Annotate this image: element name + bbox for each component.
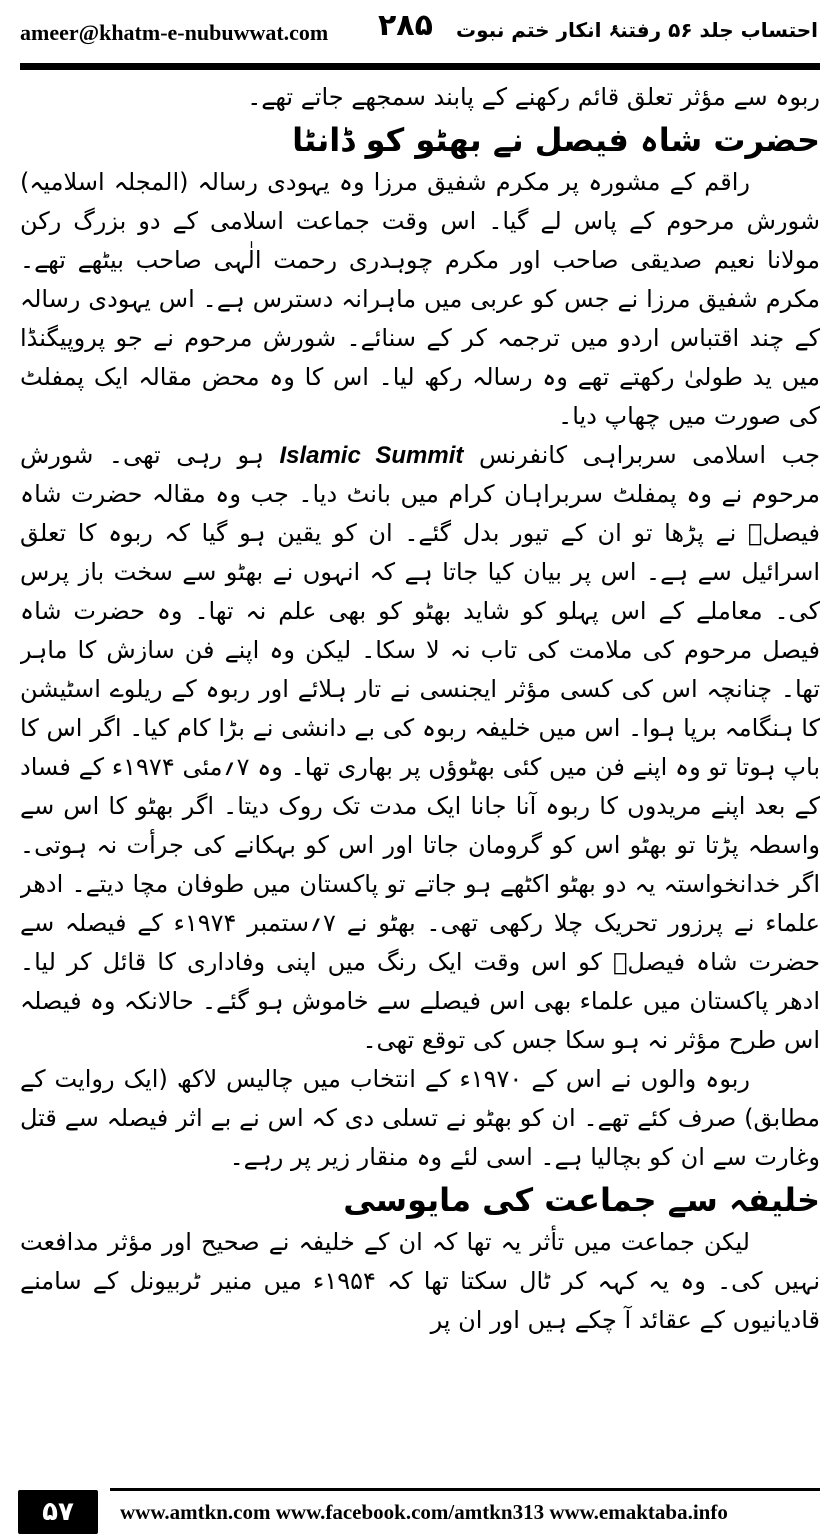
paragraph-3 (20, 436, 820, 1060)
header-book-title: احتساب جلد ۵۶ رفتنۂ انکار ختم نبوت (456, 18, 818, 42)
paragraph-5: لیکن جماعت میں تأثر یہ تھا کہ ان کے خلیفہ نے صحیح اور مؤثر مدافعت نہیں کی۔ وہ یہ کہہ کر ٹال سکتا تھا کہ ۱۹۵۴ء میں منیر ٹربیونل کے سامنے قادیانیوں کے عقائد آ چکے ہیں اور ان پر (20, 1228, 820, 1334)
footer-links: www.amtkn.com www.facebook.com/amtkn313 www.emaktaba.info (120, 1500, 728, 1524)
page-body (20, 78, 820, 1478)
page-header (0, 0, 840, 62)
paragraph-1: ربوہ سے مؤثر تعلق قائم رکھنے کے پابند سمجھے جاتے تھے۔ (247, 83, 820, 111)
paragraph-2: راقم کے مشورہ پر مکرم شفیق مرزا وہ یہودی رسالہ (المجلہ اسلامیہ) شورش مرحوم کے پاس لے گیا۔ اس وقت جماعت اسلامی کے دو بزرگ رکن مولانا نعیم صدیقی صاحب اور مکرم چوہدری رحمت الٰہی صاحب بیٹھے تھے۔ مکرم شفیق مرزا نے جس کو عربی میں ماہرانہ دسترس ہے۔ اس یہودی رسالہ کے چند اقتباس اردو میں ترجمہ کر کے سنائے۔ شورش مرحوم نے جو پروپیگنڈا میں ید طولیٰ رکھتے تھے وہ رسالہ رکھ لیا۔ اس کا وہ محض مقالہ ایک پمفلٹ کی صورت میں چھاپ دیا۔ (20, 168, 820, 430)
english-term-islamic-summit: Islamic Summit (279, 442, 464, 469)
header-page-number: ۲۸۵ (378, 8, 433, 43)
header-rule (20, 63, 820, 70)
section-heading-shah-faisal: حضرت شاہ فیصل نے بھٹو کو ڈانٹا (292, 121, 820, 159)
paragraph-3-part-a: جب اسلامی سربراہی کانفرنس (478, 441, 820, 469)
paragraph-4: ربوہ والوں نے اس کے ۱۹۷۰ء کے انتخاب میں چالیس لاکھ (ایک روایت کے مطابق) صرف کئے تھے۔ ان کو بھٹو نے تسلی دی کہ اس نے بے اثر فیصلہ سے قتل وغارت سے ان کو بچالیا ہے۔ اسی لئے وہ منقار زیر پر رہے۔ (20, 1065, 820, 1171)
paragraph-3-part-b: ہو رہی تھی۔ شورش مرحوم نے وہ پمفلٹ سربراہان کرام میں بانٹ دیا۔ جب وہ مقالہ حضرت شاہ فیصلؒ نے پڑھا تو ان کے تیور بدل گئے۔ ان کو یقین ہو گیا کہ ربوہ کا تعلق اسرائیل سے ہے۔ اس پر بیان کیا جاتا ہے کہ انہوں نے بھٹو سے سخت باز پرس کی۔ معاملے کے اس پہلو کو شاید بھٹو کو بھی علم نہ تھا۔ وہ حضرت شاہ فیصل مرحوم کی ملامت کی تاب نہ لا سکا۔ لیکن وہ اپنے فن سازش کا ماہر تھا۔ چنانچہ اس کی کسی مؤثر ایجنسی نے تار ہلائے اور ربوہ کے ریلوے اسٹیشن کا ہنگامہ برپا ہوا۔ اس میں خلیفہ ربوہ کی بے دانشی نے بڑا کام کیا۔ اگر اس کا باپ ہوتا تو وہ اپنے فن میں کئی بھٹوؤں پر بھاری تھا۔ وہ ۷؍مئی ۱۹۷۴ء کے فساد کے بعد اپنے مریدوں کا ربوہ آنا جانا ایک مدت تک روک دیتا۔ اگر بھٹو کا اس سے واسطہ پڑتا تو بھٹو اس کو گرومان جاتا اور اس کو بہکانے کی جرأت نہ ہوتی۔ اگر خدانخواستہ یہ دو بھٹو اکٹھے ہو جاتے تو پاکستان میں طوفان مچا دیتے۔ ادھر علماء نے پرزور تحریک چلا رکھی تھی۔ بھٹو نے ۷؍ستمبر ۱۹۷۴ء کے فیصلہ سے حضرت شاہ فیصلؒ کو اس وقت ایک رنگ میں اپنی وفاداری کا قائل کر لیا۔ ادھر پاکستان میں علماء بھی اس فیصلے سے خاموش ہو گئے۔ حالانکہ وہ فیصلہ اس طرح مؤثر نہ ہو سکا جس کی توقع تھی۔ (20, 441, 820, 1054)
footer-number-badge: ۵۷ (18, 1490, 98, 1534)
section-heading-khalifa: خلیفہ سے جماعت کی مایوسی (343, 1181, 820, 1219)
header-email: ameer@khatm-e-nubuwwat.com (20, 20, 329, 45)
page-footer (0, 1486, 840, 1540)
